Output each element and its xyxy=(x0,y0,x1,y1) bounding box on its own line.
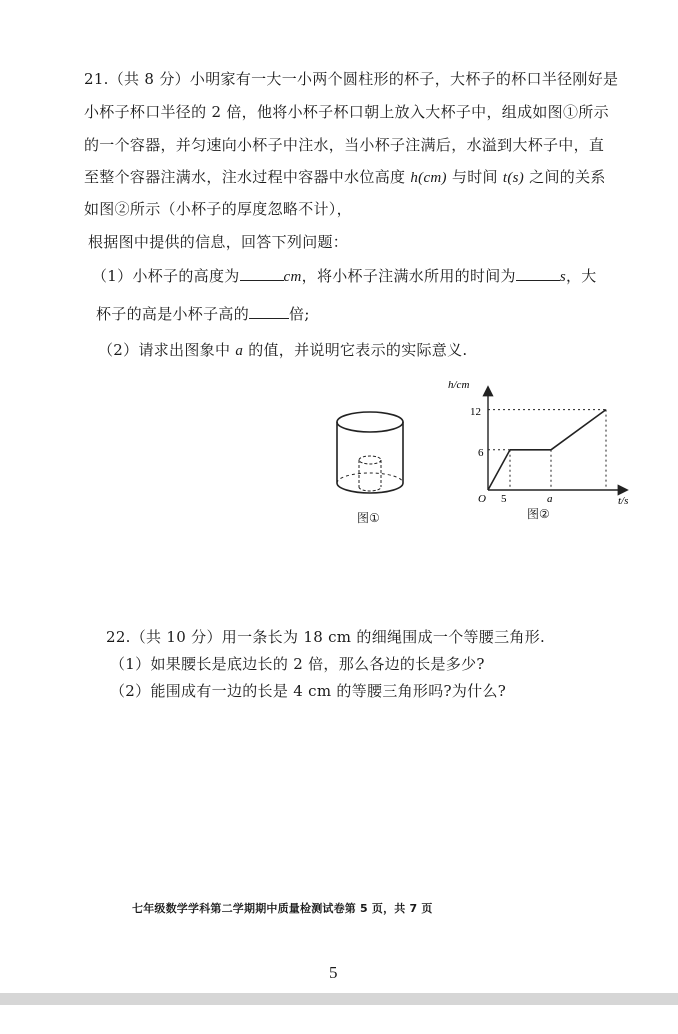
x-tick-origin: O xyxy=(478,493,486,505)
outer-cup-bottom-hidden xyxy=(337,473,403,483)
x-tick-a: a xyxy=(547,493,553,505)
outer-cup-top xyxy=(337,412,403,432)
answer-blank-time[interactable] xyxy=(516,266,560,281)
q21-part-1 xyxy=(92,266,597,287)
time-variable: t(s) xyxy=(502,170,525,186)
inner-cup-top xyxy=(359,456,381,464)
part-1-text-a: （1）小杯子的高度为 xyxy=(92,267,240,285)
part-2-text-a: （2）请求出图象中 xyxy=(98,341,236,359)
figure-2-graph xyxy=(440,378,640,518)
q21-line-4-text-a: 至整个容器注满水，注水过程中容器中水位高度 xyxy=(84,168,411,186)
unit-s: s xyxy=(559,269,566,285)
q21-line-4 xyxy=(84,167,606,188)
y-tick-12: 12 xyxy=(470,406,481,418)
x-axis-label: t/s xyxy=(618,495,629,507)
graph-segment-1 xyxy=(488,450,510,490)
scan-edge-band xyxy=(0,993,678,1005)
q21-line-6: 根据图中提供的信息，回答下列问题： xyxy=(88,233,349,251)
unit-cm: cm xyxy=(283,269,302,285)
figure-1-cylinder xyxy=(330,405,410,505)
page-number: 5 xyxy=(329,963,338,982)
part-1-text-d: 杯子的高是小杯子高的 xyxy=(96,305,250,323)
part-1-text-c: ，大 xyxy=(565,267,597,285)
q21-line-5: 如图②所示（小杯子的厚度忽略不计）， xyxy=(84,200,352,218)
page-footer: 七年级数学学科第二学期期中质量检测试卷第 5 页，共 7 页 xyxy=(132,902,433,915)
figure-1-caption: 图① xyxy=(357,511,380,525)
q21-part-2 xyxy=(98,340,467,361)
height-variable: h(cm) xyxy=(410,170,447,186)
part-2-text-b: 的值，并说明它表示的实际意义. xyxy=(243,341,468,359)
y-axis-label: h/cm xyxy=(448,379,470,391)
answer-blank-ratio[interactable] xyxy=(249,304,289,319)
part-1-text-b: ，将小杯子注满水所用的时间为 xyxy=(301,267,516,285)
q21-line-4-text-c: 之间的关系 xyxy=(524,168,606,186)
y-tick-6: 6 xyxy=(478,447,484,459)
q21-line-3: 的一个容器，并匀速向小杯子中注水，当小杯子注满后，水溢到大杯子中，直 xyxy=(84,136,605,154)
x-tick-5: 5 xyxy=(501,493,507,505)
q22-part-2: （2）能围成有一边的长是 4 cm 的等腰三角形吗?为什么? xyxy=(110,682,507,700)
q21-part-1-cont xyxy=(96,304,310,324)
q21-line-2: 小杯子杯口半径的 2 倍，他将小杯子杯口朝上放入大杯子中，组成如图①所示 xyxy=(84,103,609,121)
q21-line-1: 21.（共 8 分）小明家有一大一小两个圆柱形的杯子，大杯子的杯口半径刚好是 xyxy=(84,70,619,88)
answer-blank-height[interactable] xyxy=(240,266,284,281)
a-variable: a xyxy=(235,343,244,359)
part-1-text-e: 倍; xyxy=(289,305,310,323)
q22-part-1: （1）如果腰长是底边长的 2 倍，那么各边的长是多少? xyxy=(110,655,485,673)
graph-segment-3 xyxy=(551,410,606,450)
figure-2-caption: 图② xyxy=(527,507,550,521)
q22-line-1: 22.（共 10 分）用一条长为 18 cm 的细绳围成一个等腰三角形. xyxy=(106,628,546,646)
inner-cup-bottom xyxy=(359,487,381,491)
q21-line-4-text-b: 与时间 xyxy=(446,168,503,186)
